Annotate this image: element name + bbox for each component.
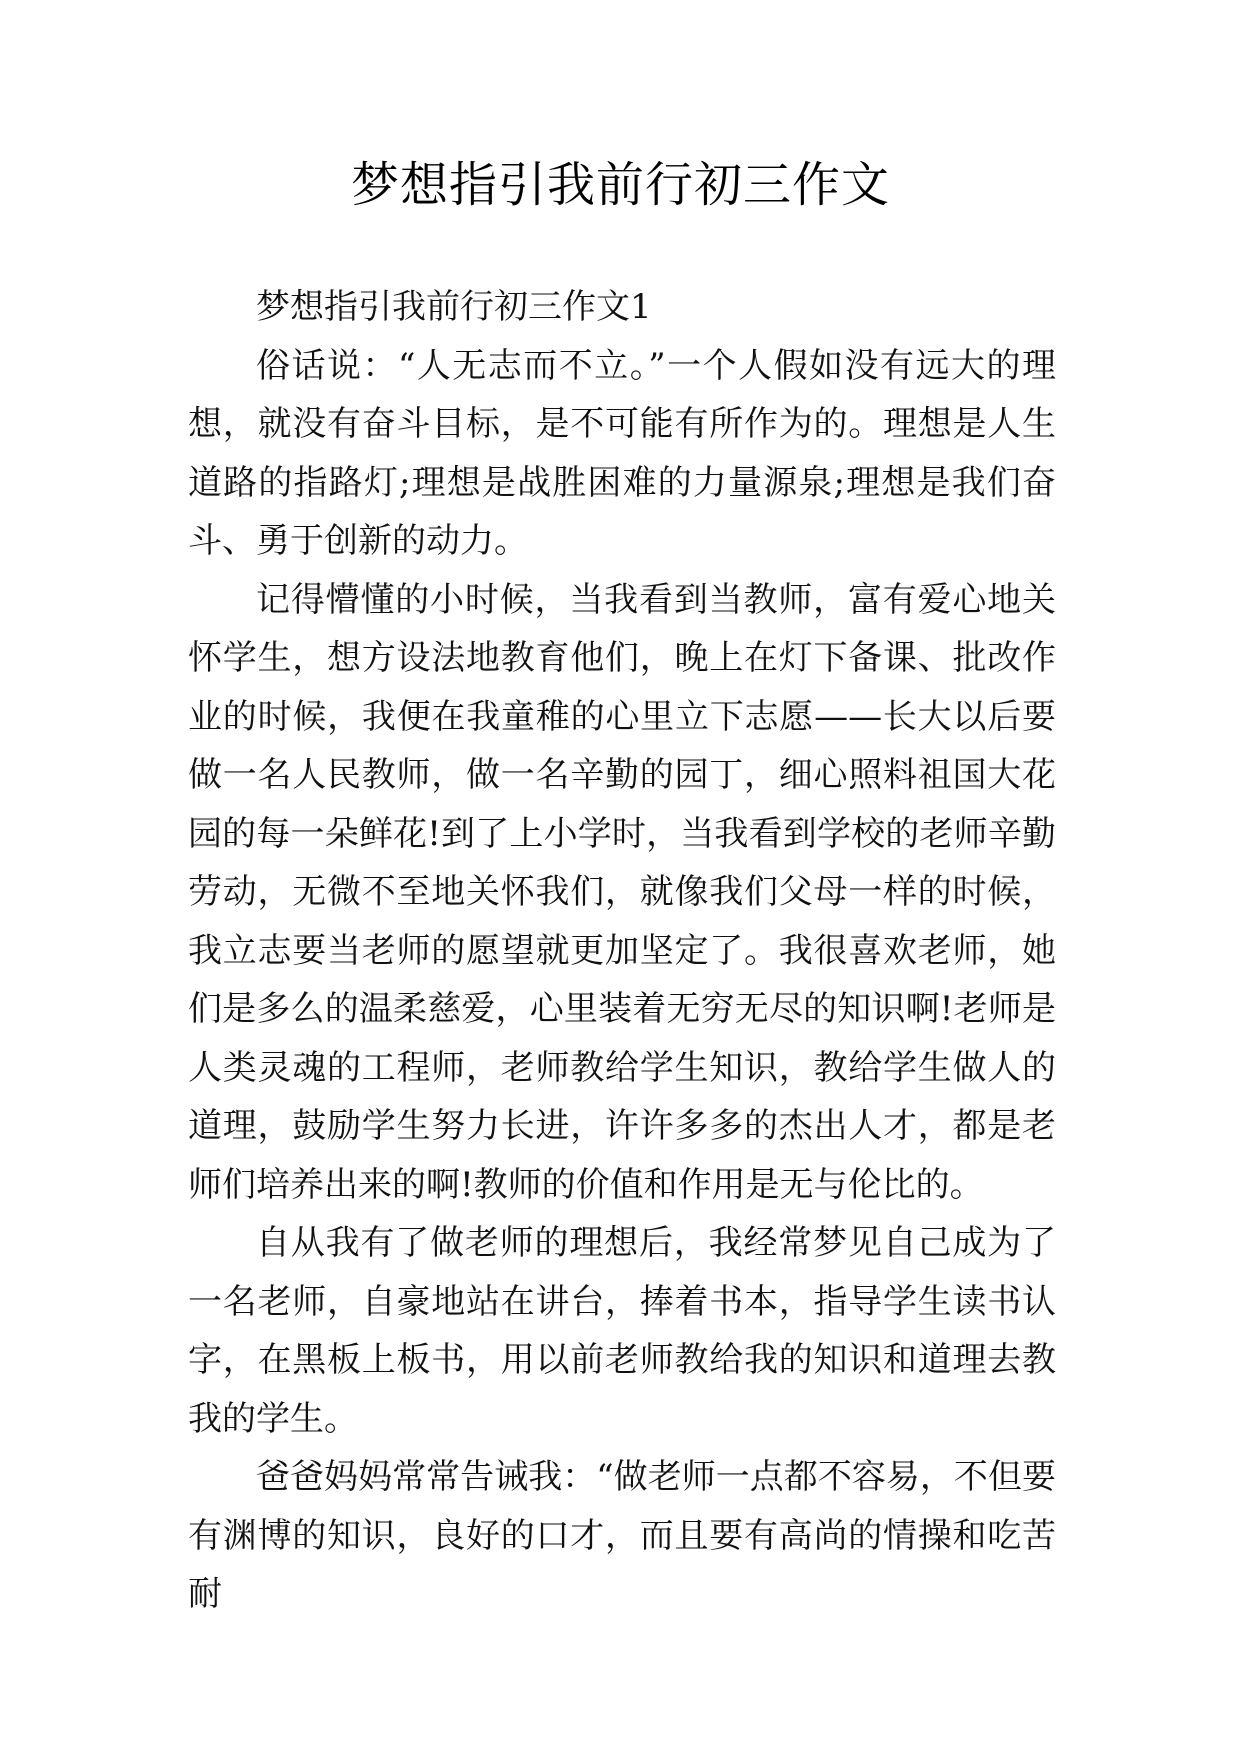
paragraph-3: 自从我有了做老师的理想后，我经常梦见自己成为了一名老师，自豪地站在讲台，捧着书本，指导学生读书认字，在黑板上板书，用以前老师教给我的知识和道理去教我的学生。: [188, 1223, 1056, 1439]
paragraph-2: 记得懵懂的小时候，当我看到当教师，富有爱心地关怀学生，想方设法地教育他们，晚上在灯下备课、批改作业的时候，我便在我童稚的心里立下志愿——长大以后要做一名人民教师，做一名辛勤的园丁，细心照料祖国大花园的每一朵鲜花!到了上小学时，当我看到学校的老师辛勤劳动，无微不至地关怀我们，就像我们父母一样的时候，我立志要当老师的愿望就更加坚定了。我很喜欢老师，她们是多么的温柔慈爱，心里装着无穷无尽的知识啊!老师是人类灵魂的工程师，老师教给学生知识，教给学生做人的道理，鼓励学生努力长进，许许多多的杰出人才，都是老师们培养出来的啊!教师的价值和作用是无与伦比的。: [188, 579, 1056, 1205]
paragraph-4: 爸爸妈妈常常告诫我：“做老师一点都不容易，不但要有渊博的知识，良好的口才，而且要有高尚的情操和吃苦耐: [188, 1457, 1056, 1614]
paragraph-1: 俗话说：“人无志而不立。”一个人假如没有远大的理想，就没有奋斗目标，是不可能有所作为的。理想是人生道路的指路灯;理想是战胜困难的力量源泉;理想是我们奋斗、勇于创新的动力。: [188, 345, 1056, 561]
essay-body: [188, 278, 1056, 1624]
essay-subtitle: 梦想指引我前行初三作文1: [256, 287, 652, 327]
page-title: 梦想指引我前行初三作文: [350, 157, 890, 213]
